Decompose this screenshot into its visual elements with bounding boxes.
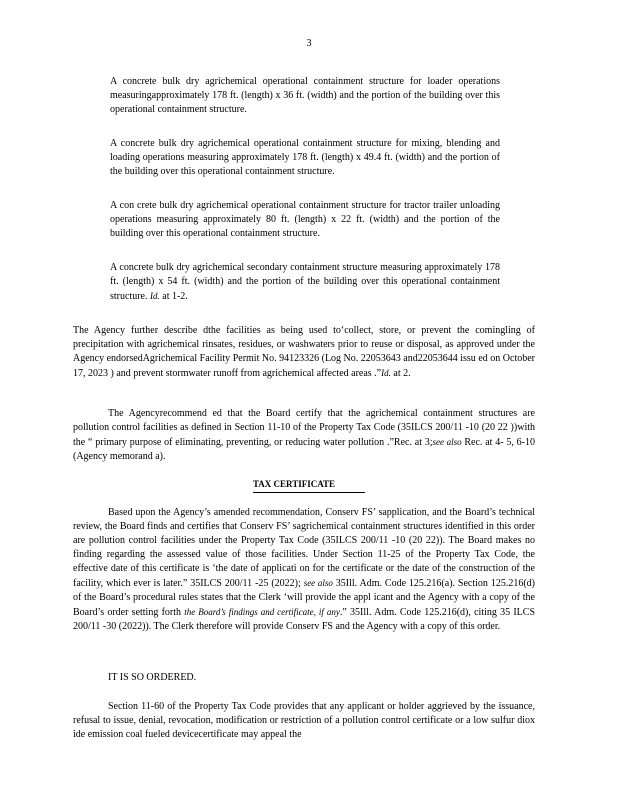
para3-text: Based upon the Agency’s amended recommendation, Conserv FS’ sapplication, and the Board’s technical review, the Board finds and certifies that Conserv FS’ sagrichemical containment structures identified in this order are pollution control facilities under the Property Tax Code (35ILCS 200/11 -10 (20 22)). The Board makes no finding regarding the assessed value of those facilities. Under Section 11-25 of the Property Tax Code, the effective date of this certificate is ‘the date of applicati on for the certificate or the date of the construction of the facility, which ever is later.” 35ILCS 200/11 -25 (2022); — [73, 507, 535, 589]
section-heading — [0, 477, 618, 493]
facility-item-4-cite-tail: at 1-2. — [159, 291, 188, 302]
facility-item-4-cite: Id. — [150, 291, 160, 301]
board-finding-block — [73, 506, 535, 634]
facility-item-1: A concrete bulk dry agrichemical operational containment structure for loader operations measuringapproximately 178 ft. (length) x 36 ft. (width) and the portion of the building over this operational containment structure. — [110, 76, 500, 115]
facility-list — [110, 75, 500, 324]
agency-recommendation-block — [73, 407, 535, 464]
para3-middle: 35Ill. Adm. Code 125.216(a). Section 125.216(d) of the Board’s procedural rules states that the Clerk ‘will provide the appl icant and the Agency with a copy of the Board’s order setting forth — [73, 578, 536, 618]
para3-see-also: see also — [303, 578, 333, 588]
para1-tail: at 2. — [390, 368, 411, 379]
para1-cite: Id. — [381, 368, 391, 378]
para2-see-also: see also — [432, 437, 462, 447]
para2-text: The Agencyrecommend ed that the Board certify that the agrichemical containment structures are pollution control facilities as defined in Section 11-10 of the Property Tax Code (35ILCS 200/11 -10 (20 22 ))with the “ primary purpose of eliminating, preventing, or reducing water pollution .”Rec. at 3; — [73, 408, 535, 448]
agency-description-block — [73, 324, 535, 381]
appeal-paragraph: Section 11-60 of the Property Tax Code provides that any applicant or holder aggrieved by the issuance, refusal to issue, denial, revocation, modification or restriction of a pollution control certificate or a low sulfur diox ide emission coal fueled devicecertificate may appeal the — [73, 701, 535, 740]
para3-quoted-phrase: the Board’s findings and certificate, if any — [184, 607, 340, 617]
appeal-block — [73, 700, 535, 742]
facility-item-3: A con crete bulk dry agrichemical operational containment structure for tractor trailer unloading operations measuring approximately 80 ft. (length) x 22 ft. (width) and the portion of the building over this operational containment structure. — [110, 200, 500, 239]
facility-item-2: A concrete bulk dry agrichemical operational containment structure for mixing, blending and loading operations measuring approximately 178 ft. (length) x 49.4 ft. (width) and the portion of the building over this operational containment structure. — [110, 138, 500, 177]
agency-recommendation-paragraph — [73, 407, 535, 464]
facility-item-4 — [110, 261, 500, 304]
tax-certificate-heading: TAX CERTIFICATE — [253, 477, 365, 493]
page-number: 3 — [306, 38, 312, 49]
para1-text: The Agency further describe dthe facilities as being used to‘collect, store, or prevent the comingling of precipitation with agrichemical rinsates, residues, or washwaters prior to reuse or disposal, as approved under the Agency endorsedAgrichemical Facility Permit No. 94123326 (Log No. 22053643 and22053644 issu ed on October 17, 2023 ) and prevent stormwater runoff from agrichemical affected areas .” — [73, 325, 535, 379]
para3-tail: .” 35Ill. Adm. Code 125.216(d), citing 35 ILCS 200/11 -30 (2022)). The Clerk therefore will provide Conserv FS and the Agency with a copy of this order. — [73, 607, 536, 632]
facility-item-4-text: A concrete bulk dry agrichemical secondary containment structure measuring approximately 178 ft. (length) x 54 ft. (width) and the portion of the building over this operational containment structure. — [110, 262, 500, 302]
so-ordered-line: IT IS SO ORDERED. — [108, 672, 197, 683]
agency-description-paragraph — [73, 324, 535, 381]
para2-tail: Rec. at 4- 5, 6-10 (Agency memorand a). — [73, 437, 535, 462]
board-finding-paragraph — [73, 506, 535, 634]
